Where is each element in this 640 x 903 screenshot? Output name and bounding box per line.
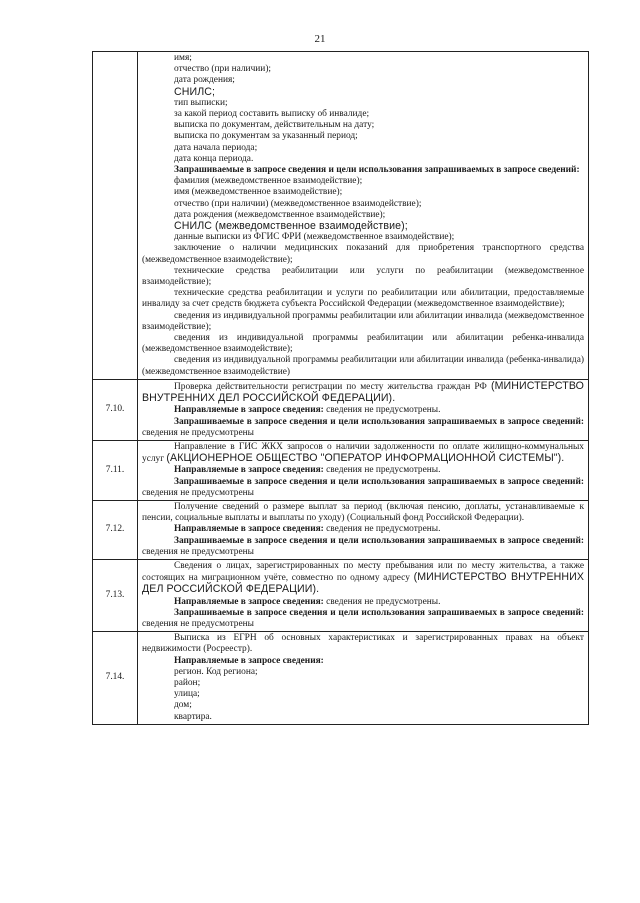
sent-info-label: Направляемые в запросе сведения: [174, 655, 324, 666]
agency-name: (МИНИСТЕРСТВО ВНУТРЕННИХ ДЕЛ РОССИЙСКОЙ ФЕДЕРАЦИИ). [142, 379, 585, 405]
field-item: квартира. [174, 711, 212, 722]
requested-item: фамилия (межведомственное взаимодействие); [174, 176, 363, 187]
page-number: 21 [314, 33, 326, 45]
field-item: отчество (при наличии); [174, 64, 272, 75]
table-row-7-11 [93, 440, 589, 500]
field-item: дом; [174, 700, 192, 711]
requested-item: сведения из индивидуальной программы реабилитации или абилитации инвалида (ребенка-инвалида) (межведомственное взаимодействие) [142, 355, 584, 377]
field-item: выписка по документам, действительным на дату; [174, 120, 375, 131]
field-item: СНИЛС; [174, 85, 216, 98]
table-row-7-13 [93, 559, 589, 631]
field-item: имя; [174, 53, 192, 63]
requested-item: данные выписки из ФГИС ФРИ (межведомственное взаимодействие); [174, 232, 455, 243]
services-table [92, 51, 589, 725]
service-description: Проверка действительности регистрации по месту жительства граждан РФ (МИНИСТЕРСТВО ВНУТРЕННИХ ДЕЛ РОССИЙСКОЙ ФЕДЕРАЦИИ). [142, 379, 585, 405]
table-row-7-14 [93, 632, 589, 725]
field-item: район; [174, 677, 201, 688]
row-number: 7.11. [93, 440, 138, 500]
row-number: 7.10. [93, 379, 138, 440]
row-content [138, 52, 589, 380]
sent-info: Направляемые в запросе сведения: сведения не предусмотрены. [174, 405, 441, 416]
field-item: регион. Код региона; [174, 666, 258, 677]
row-content [138, 379, 589, 440]
requested-item: технические средства реабилитации или услуги по реабилитации (межведомственное взаимодействие); [142, 265, 584, 288]
field-item: тип выписки; [174, 97, 228, 108]
row-content [138, 440, 589, 500]
requested-item: дата рождения (межведомственное взаимодействие); [174, 209, 386, 220]
row-content [138, 632, 589, 725]
field-item: дата конца периода. [174, 153, 254, 164]
requested-item: имя (межведомственное взаимодействие); [174, 187, 343, 198]
requested-item: сведения из индивидуальной программы реабилитации или абилитации ребенка-инвалида (межведомственное взаимодействие); [142, 333, 584, 355]
requested-info: Запрашиваемые в запросе сведения и цели использования запрашиваемых в запросе сведений: сведения не предусмотрены [142, 476, 584, 498]
requested-item: сведения из индивидуальной программы реабилитации или абилитации инвалида (межведомственное взаимодействие); [142, 310, 584, 332]
row-number: 7.14. [93, 632, 138, 725]
requested-info: Запрашиваемые в запросе сведения и цели использования запрашиваемых в запросе сведений: сведения не предусмотрены [142, 416, 584, 438]
table-row-7-12 [93, 500, 589, 559]
requested-item: заключение о наличии медицинских показаний для приобретения транспортного средства (межведомственное взаимодействие); [142, 243, 584, 265]
service-description: Получение сведений о размере выплат за период (включая пенсию, доплаты, устанавливаемые к пенсии, социальные выплаты и выплаты по уходу) (Социальный фонд Российской Федерации). [142, 501, 584, 524]
requested-item: технические средства реабилитации и услуги по реабилитации или абилитации, предоставляемые инвалиду за счет средств бюджета субъекта Российской Федерации (межведомственное взаимодействие); [142, 288, 584, 310]
sent-info: Направляемые в запросе сведения: сведения не предусмотрены. [174, 465, 441, 476]
row-number: 7.13. [93, 559, 138, 631]
requested-heading: Запрашиваемые в запросе сведения и цели использования запрашиваемых в запросе сведений: [174, 165, 580, 176]
field-item: выписка по документам за указанный период; [174, 131, 358, 142]
requested-info: Запрашиваемые в запросе сведения и цели использования запрашиваемых в запросе сведений: сведения не предусмотрены [142, 607, 584, 629]
field-item: за какой период составить выписку об инвалиде; [174, 109, 370, 120]
row-content [138, 500, 589, 559]
service-description: Сведения о лицах, зарегистрированных по месту пребывания или по месту жительства, а также состоящих на миграционном учёте, совместно по одному адресу (МИНИСТЕРСТВО ВНУТРЕННИХ ДЕЛ РОССИЙСКОЙ ФЕДЕРАЦИИ). [142, 560, 584, 596]
requested-info: Запрашиваемые в запросе сведения и цели использования запрашиваемых в запросе сведений: сведения не предусмотрены [142, 535, 584, 557]
row-number [93, 52, 138, 380]
field-item: улица; [174, 689, 200, 700]
field-item: дата начала периода; [174, 142, 258, 153]
field-item: дата рождения; [174, 75, 235, 86]
table-row-continuation [93, 52, 589, 380]
requested-item: СНИЛС (межведомственное взаимодействие); [174, 220, 408, 233]
table-row-7-10 [93, 379, 589, 440]
row-content [138, 559, 589, 631]
agency-name: (МИНИСТЕРСТВО ВНУТРЕННИХ ДЕЛ РОССИЙСКОЙ ФЕДЕРАЦИИ). [142, 571, 584, 596]
service-description: Направление в ГИС ЖКХ запросов о наличии задолженности по оплате жилищно-коммунальных услуг (АКЦИОНЕРНОЕ ОБЩЕСТВО "ОПЕРАТОР ИНФОРМАЦИОННОЙ СИСТЕМЫ"). [142, 441, 584, 465]
agency-name: (АКЦИОНЕРНОЕ ОБЩЕСТВО "ОПЕРАТОР ИНФОРМАЦИОННОЙ СИСТЕМЫ"). [166, 452, 565, 465]
sent-info: Направляемые в запросе сведения: сведения не предусмотрены. [174, 596, 441, 607]
sent-info: Направляемые в запросе сведения: сведения не предусмотрены. [174, 524, 441, 535]
row-number: 7.12. [93, 500, 138, 559]
service-description: Выписка из ЕГРН об основных характеристиках и зарегистрированных правах на объект недвижимости (Росреестр). [142, 633, 584, 655]
requested-item: отчество (при наличии) (межведомственное взаимодействие); [174, 198, 422, 209]
